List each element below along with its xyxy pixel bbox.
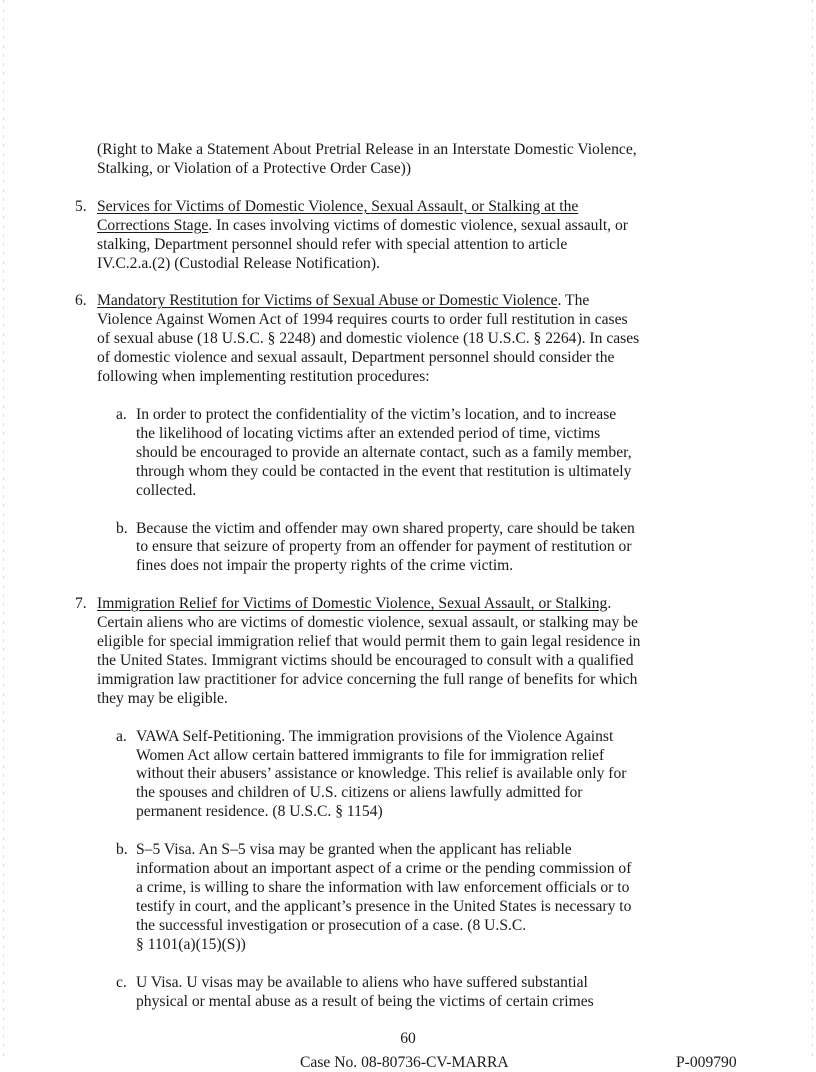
text-line — [97, 217, 816, 236]
text-line: following when implementing restitution procedures: — [97, 368, 430, 386]
line-text: . — [607, 595, 612, 613]
underlined-heading: Corrections Stage — [97, 216, 209, 234]
lettered-subitem — [0, 728, 816, 823]
text-line: Stalking, or Violation of a Protective Order Case)) — [97, 159, 412, 177]
lettered-subitem — [0, 406, 816, 501]
text-line: immigration law practitioner for advice concerning the full range of benefits for which — [97, 670, 638, 688]
text-line: testify in court, and the applicant’s presence in the United States is necessary to — [136, 897, 632, 915]
underlined-heading: Services for Victims of Domestic Violence, Sexual Assault, or Stalking at the — [97, 197, 579, 215]
numbered-item — [0, 198, 816, 274]
text-line — [97, 198, 816, 217]
item-number: a. — [116, 405, 127, 423]
bates-number: P-009790 — [676, 1054, 737, 1071]
text-line — [97, 292, 816, 311]
text-line: In order to protect the confidentiality of the victim’s location, and to increase — [136, 405, 617, 423]
text-line: of domestic violence and sexual assault, Department personnel should consider the — [97, 349, 615, 367]
page-number: 60 — [400, 1030, 416, 1047]
text-line: the likelihood of locating victims after an extended period of time, victims — [136, 424, 601, 442]
text-line: IV.C.2.a.(2) (Custodial Release Notification). — [97, 254, 380, 272]
text-line: should be encouraged to provide an alternate contact, such as a family member, — [136, 443, 632, 461]
text-line: Violence Against Women Act of 1994 requires courts to order full restitution in cases — [97, 311, 628, 329]
text-line: physical or mental abuse as a result of being the victims of certain crimes — [136, 992, 594, 1010]
text-line: fines does not impair the property rights of the crime victim. — [136, 557, 514, 575]
line-text: . The — [557, 292, 590, 310]
numbered-item — [0, 595, 816, 708]
item-number: 5. — [75, 197, 87, 215]
text-line: collected. — [136, 481, 197, 499]
text-line: U Visa. U visas may be available to aliens who have suffered substantial — [136, 973, 588, 991]
lettered-subitem — [0, 520, 816, 577]
text-line: stalking, Department personnel should refer with special attention to article — [97, 235, 568, 253]
case-number: Case No. 08-80736-CV-MARRA — [300, 1054, 509, 1071]
text-line: eligible for special immigration relief that would permit them to gain legal residence in — [97, 633, 641, 651]
text-line: VAWA Self-Petitioning. The immigration provisions of the Violence Against — [136, 727, 614, 745]
item-number: c. — [116, 973, 127, 991]
text-line: of sexual abuse (18 U.S.C. § 2248) and domestic violence (18 U.S.C. § 2264). In cases — [97, 330, 640, 348]
text-line: Certain aliens who are victims of domestic violence, sexual assault, or stalking may be — [97, 614, 638, 632]
text-line: the spouses and children of U.S. citizens or aliens lawfully admitted for — [136, 784, 583, 802]
continuation-paragraph — [0, 141, 816, 179]
line-text: . In cases involving victims of domestic violence, sexual assault, or — [208, 216, 628, 234]
numbered-item — [0, 292, 816, 387]
text-line — [97, 595, 816, 614]
underlined-heading: Mandatory Restitution for Victims of Sexual Abuse or Domestic Violence — [97, 292, 558, 310]
text-line: a crime, is willing to share the information with law enforcement officials or to — [136, 879, 630, 896]
text-line: information about an important aspect of a crime or the pending commission of — [136, 860, 632, 878]
text-line: Because the victim and offender may own shared property, care should be taken — [136, 519, 635, 537]
item-number: b. — [116, 841, 128, 859]
text-line: through whom they could be contacted in the event that restitution is ultimately — [136, 462, 632, 480]
text-line: to ensure that seizure of property from an offender for payment of restitution or — [136, 538, 632, 556]
item-number: 6. — [75, 292, 87, 310]
document-body — [0, 141, 816, 1030]
lettered-subitem — [0, 841, 816, 954]
text-line: without their abusers’ assistance or knowledge. This relief is available only for — [136, 765, 627, 783]
text-line: (Right to Make a Statement About Pretrial Release in an Interstate Domestic Violence, — [97, 141, 637, 158]
text-line: they may be eligible. — [97, 689, 228, 707]
item-number: 7. — [75, 595, 87, 613]
text-line: S–5 Visa. An S–5 visa may be granted when the applicant has reliable — [136, 841, 572, 859]
item-number: a. — [116, 727, 127, 745]
text-line: Women Act allow certain battered immigrants to file for immigration relief — [136, 746, 605, 764]
lettered-subitem — [0, 974, 816, 1012]
text-line: § 1101(a)(15)(S)) — [136, 935, 246, 953]
item-number: b. — [116, 519, 128, 537]
underlined-heading: Immigration Relief for Victims of Domestic Violence, Sexual Assault, or Stalking — [97, 595, 608, 613]
text-line: permanent residence. (8 U.S.C. § 1154) — [136, 803, 383, 821]
text-line: the United States. Immigrant victims should be encouraged to consult with a qualified — [97, 651, 634, 669]
text-line: the successful investigation or prosecution of a case. (8 U.S.C. — [136, 916, 527, 934]
